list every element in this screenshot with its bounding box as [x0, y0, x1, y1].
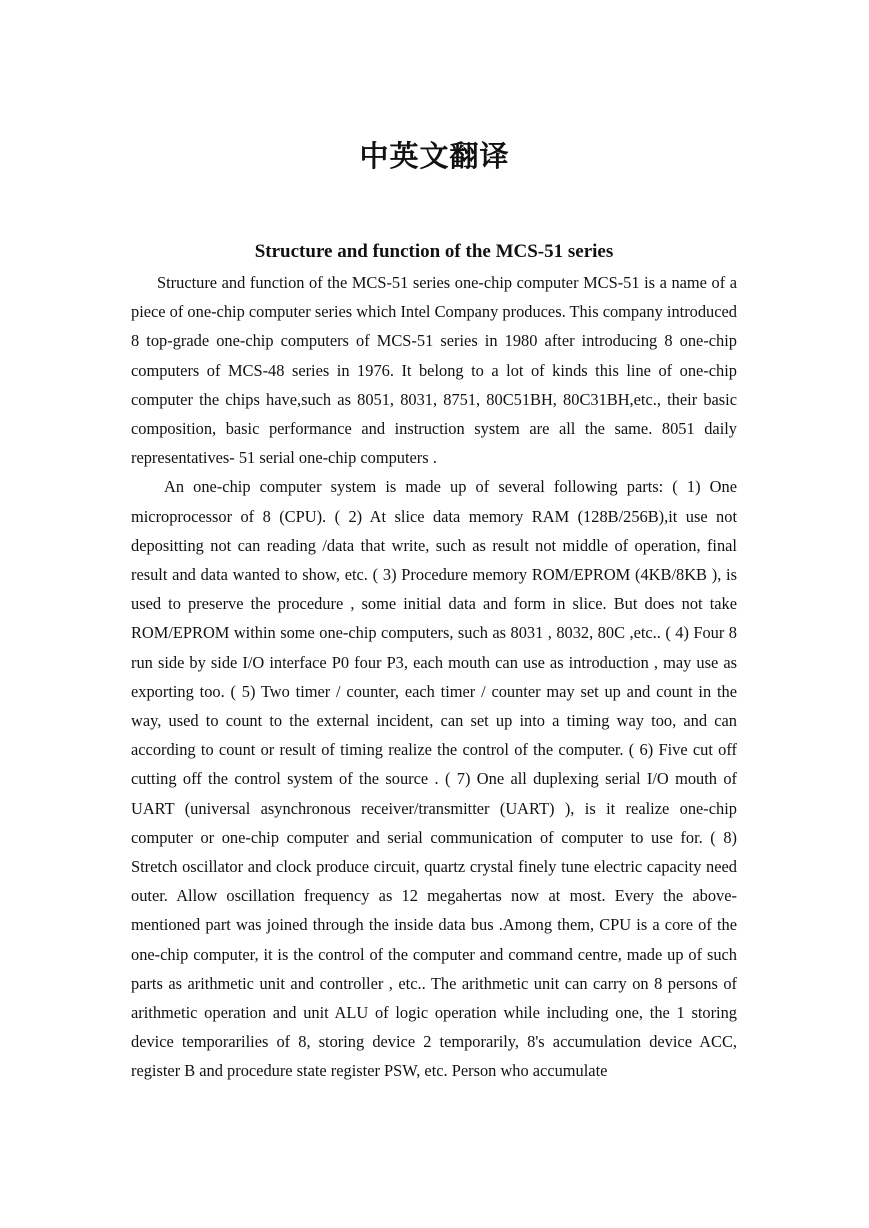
- body-paragraph: Structure and function of the MCS-51 series one-chip computer MCS-51 is a name of a piece of one-chip computer series which Intel Company produces. This company introduced 8 top-grade one-chip computers of MCS-51 series in 1980 after introducing 8 one-chip computers of MCS-48 series in 1976. It belong to a lot of kinds this line of one-chip computer the chips have,such as 8051, 8031, 8751, 80C51BH, 80C31BH,etc., their basic composition, basic performance and instruction system are all the same. 8051 daily representatives- 51 serial one-chip computers .: [131, 273, 737, 468]
- body-paragraph: An one-chip computer system is made up of several following parts: ( 1) One microprocessor of 8 (CPU). ( 2) At slice data memory RAM (128B/256B),it use not depositting not can reading /data that write, such as result not middle of operation, final result and data wanted to show, etc. ( 3) Procedure memory ROM/EPROM (4KB/8KB ), is used to preserve the procedure , some initial data and form in slice. But does not take ROM/EPROM within some one-chip computers, such as 8031 , 8032, 80C ,etc.. ( 4) Four 8 run side by side I/O interface P0 four P3, each mouth can use as introduction , may use as exporting too. ( 5) Two timer / counter, each timer / counter may set up and count in the way, used to count to the external incident, can set up into a timing way too, and can according to count or result of timing realize the control of the computer. ( 6) Five cut off cutting off the control system of the source . ( 7) One all duplexing serial I/O mouth of UART (universal asynchronous receiver/transmitter (UART) ), is it realize one-chip computer or one-chip computer and serial communication of computer to use for. ( 8) Stretch oscillator and clock produce circuit, quartz crystal finely tune electric capacity need outer. Allow oscillation frequency as 12 megahertas now at most. Every the above-mentioned part was joined through the inside data bus .Among them, CPU is a core of the one-chip computer, it is the control of the computer and command centre, made up of such parts as arithmetic unit and controller , etc.. The arithmetic unit can carry on 8 persons of arithmetic operation and unit ALU of logic operation while including one, the 1 storing device temporarilies of 8, storing device 2 temporarily, 8's accumulation device ACC, register B and procedure state register PSW, etc. Person who accumulate: [131, 477, 737, 1081]
- section-heading: Structure and function of the MCS-51 series: [254, 241, 614, 262]
- document-title: 中英文翻译: [359, 139, 510, 173]
- body-text: [131, 268, 737, 1086]
